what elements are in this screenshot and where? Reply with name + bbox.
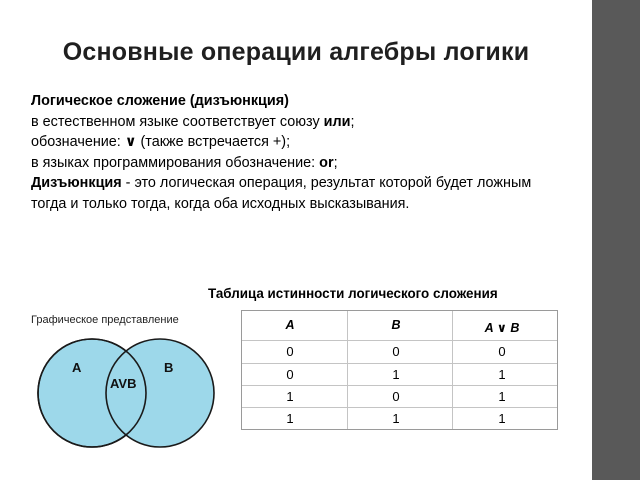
cell-r2-a: 0 [286, 367, 294, 382]
truth-table-caption: Таблица истинности логического сложения [208, 286, 498, 301]
definition-line-natural-language: в естественном языке соответствует союзу или; [31, 113, 355, 130]
header-b: B [391, 318, 401, 332]
cell-r1-b: 0 [392, 344, 400, 359]
venn-label-b: B [164, 360, 174, 375]
cell-r2-result: 1 [498, 367, 506, 382]
table-divider [242, 340, 557, 341]
cell-r1-result: 0 [498, 344, 506, 359]
slide-title: Основные операции алгебры логики [62, 38, 530, 66]
or-symbol: ∨ [124, 134, 137, 150]
definition-line-programming: в языках программирования обозначение: or; [31, 154, 338, 171]
cell-r1-a: 0 [286, 344, 294, 359]
header-a-or-b: A ∨ B [484, 321, 520, 335]
venn-label-a-or-b: AVB [110, 376, 137, 391]
venn-circle-b [106, 339, 214, 447]
table-divider [242, 385, 557, 386]
venn-label-a: A [72, 360, 82, 375]
cell-r3-b: 0 [392, 389, 400, 404]
cell-r2-b: 1 [392, 367, 400, 382]
definition-line-disjunction: Дизъюнкция - это логическая операция, результат которой будет ложным [31, 175, 532, 191]
truth-table [241, 310, 558, 430]
definition-line-notation: обозначение: ∨ (также встречается +); [31, 134, 291, 150]
cell-r4-b: 1 [392, 411, 400, 426]
cell-r4-a: 1 [286, 411, 294, 426]
cell-r3-result: 1 [498, 389, 506, 404]
definition-text [31, 91, 591, 214]
definition-heading: Логическое сложение (дизъюнкция) [31, 93, 289, 109]
header-a: A [285, 318, 295, 332]
definition-line-conclusion: тогда и только тогда, когда оба исходных высказывания. [31, 195, 410, 212]
cell-r3-a: 1 [286, 389, 294, 404]
venn-caption: Графическое представление [31, 314, 179, 326]
table-divider [242, 407, 557, 408]
table-divider [347, 311, 348, 429]
cell-r4-result: 1 [498, 411, 506, 426]
table-divider [452, 311, 453, 429]
side-bar [592, 0, 640, 480]
table-divider [242, 363, 557, 364]
